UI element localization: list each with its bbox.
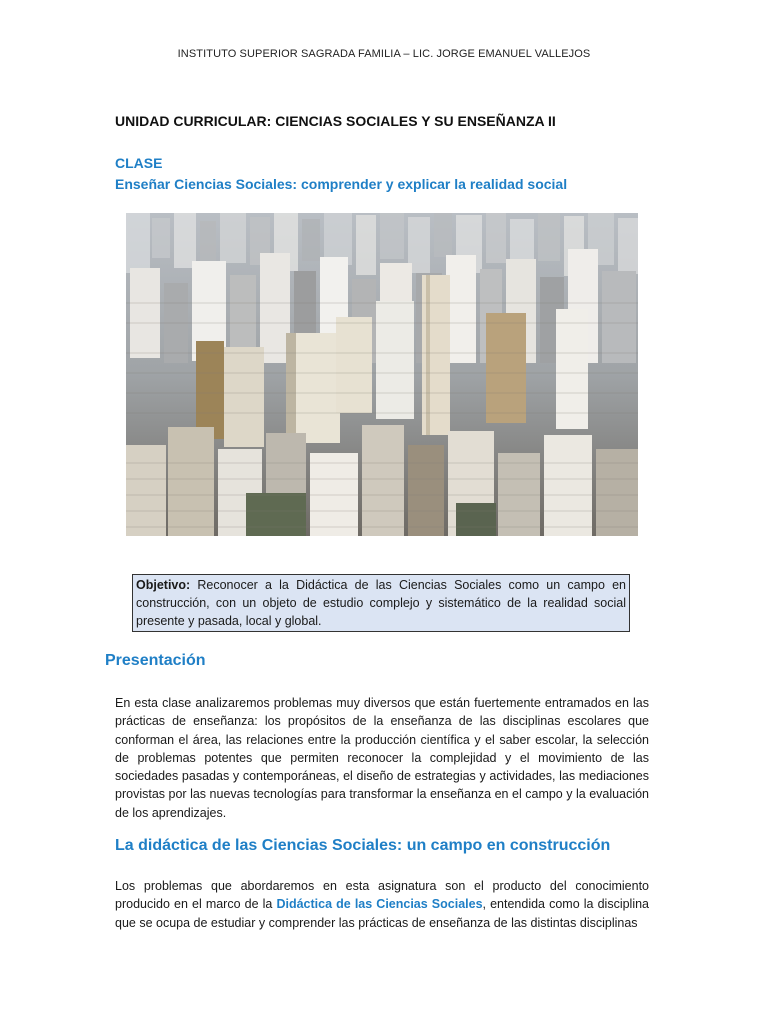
presentacion-heading: Presentación — [105, 652, 206, 669]
city-skyline-photo — [126, 213, 638, 536]
objetivo-text: Reconocer a la Didáctica de las Ciencias Sociales como un campo en construcción, con un objeto de estudio complejo y sistemático de la realidad social presente y pasada, local y global. — [136, 578, 626, 628]
clase-label: CLASE — [115, 155, 163, 171]
unit-title: UNIDAD CURRICULAR: CIENCIAS SOCIALES Y SU ENSEÑANZA II — [115, 113, 556, 129]
presentacion-paragraph: En esta clase analizaremos problemas muy diversos que están fuertemente entramados en las prácticas de enseñanza: los propósitos de la enseñanza de las disciplinas escolares que conforman el área, las relaciones entre la producción científica y el saber escolar, la selección de problemas potentes que permiten reconocer la complejidad y el movimiento de las sociedades pasadas y contemporáneas, el diseño de estrategias y actividades, las mediaciones provistas por las nuevas tecnologías para transformar la enseñanza en el campo y la evaluación de los aprendizajes. — [115, 696, 649, 820]
objetivo-box — [132, 574, 630, 632]
didactica-link[interactable]: Didáctica de las Ciencias Sociales — [276, 897, 483, 912]
didactica-heading: La didáctica de las Ciencias Sociales: un campo en construcción — [115, 837, 611, 854]
objetivo-label: Objetivo: — [136, 578, 191, 592]
didactica-text-before: Los problemas que abordaremos en esta asignatura son el producto del conocimiento producido en el marco de la — [115, 879, 649, 912]
clase-subtitle: Enseñar Ciencias Sociales: comprender y explicar la realidad social — [115, 176, 568, 192]
didactica-paragraph — [115, 877, 649, 932]
institution-header: INSTITUTO SUPERIOR SAGRADA FAMILIA – LIC. JORGE EMANUEL VALLEJOS — [177, 48, 591, 60]
didactica-text-after: , entendida como la disciplina que se ocupa de estudiar y comprender las prácticas de enseñanza de las distintas disciplinas — [115, 897, 650, 930]
